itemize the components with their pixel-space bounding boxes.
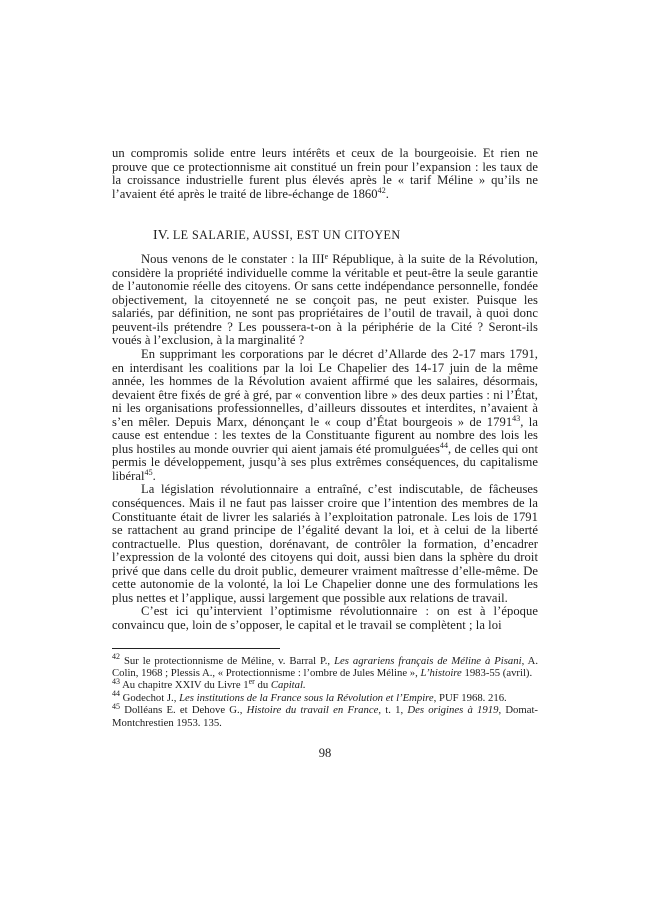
paragraph: La législation révolutionnaire a entraîné, c’est indiscutable, de fâcheuses conséquences. Mais il ne faut pas laisser croire que l’intention des membres de la Constituante était de livrer les salariés à l’exploitation patronale. Les lois de 1791 se rattachent au grand principe de l’égalité devant la loi, et à celui de la liberté contractuelle. Plus question, dorénavant, de contrôler la formation, d’encadrer l’expression de la volonté des citoyens qui doit, aussi bien dans la sphère du droit privé que dans celle du droit public, demeurer vraiment maîtresse d’elle-même. De cette autonomie de la volonté, la loi Le Chapelier donne une des formulations les plus nettes et l’applique, aussi largement que possible aux relations de travail.	[112, 482, 538, 605]
footnote	[112, 652, 538, 680]
section-title: LE SALARIE, AUSSI, EST UN CITOYEN	[172, 228, 401, 243]
section-numeral: IV.	[153, 227, 170, 243]
section-heading	[153, 227, 538, 243]
paragraph: Nous venons de le constater : la IIIe République, à la suite de la Révolution, considère la propriété individuelle comme la véritable et peut-être la seule garantie de l’autonomie réelle des citoyens. Or sans cette indépendance personnelle, fondée objectivement, la citoyenneté ne se conçoit pas, ne peut exister. Puisque les salariés, par définition, ne sont pas propriétaires de l’outil de travail, à quoi donc peuvent-ils prétendre ? Les poussera-t-on à la périphérie de la Cité ? Seront-ils voués à l’exclusion, à la marginalité ?	[112, 251, 538, 348]
footnote-text: Dolléans E. et Dehove G., Histoire du travail en France, t. 1, Des origines à 1919, Domat-Montchrestien 1953. 135.	[112, 704, 538, 729]
footnote-text: Sur le protectionnisme de Méline, v. Barral P., Les agrariens français de Méline à Pisani, A. Colin, 1968 ; Plessis A., « Protectionnisme : l’ombre de Jules Méline », L’histoire 1983-55 (avril).	[112, 654, 538, 679]
footnote	[112, 689, 538, 704]
footnote-marker: 43	[112, 676, 120, 686]
footnote-marker: 45	[112, 701, 120, 711]
footnote-text: Au chapitre XXIV du Livre 1er du Capital.	[120, 676, 306, 692]
footnote	[112, 676, 538, 692]
footnote-marker: 44	[112, 689, 120, 699]
footnotes-block	[112, 652, 538, 729]
paragraph: En supprimant les corporations par le décret d’Allarde des 2-17 mars 1791, en interdisant les coalitions par la loi Le Chapelier des 14-17 juin de la même année, les hommes de la Révolution avaient affirmé que les salaires, désormais, devaient être fixés de gré à gré, par « convention libre » des deux parties : ni l’État, ni les organisations professionnelles, d’ailleurs dissoutes et interdites, n’avaient à s’en mêler. Depuis Marx, dénonçant le « coup d’État bourgeois » de 1791$^{43}$, la cause est entendue : les textes de la Constituante figurent au nombre des lois les plus hostiles au monde ouvrier qui aient jamais été promulguées$^{44}$, de celles qui ont permis le développement, jusqu’à ses plus extrêmes conséquences, du capitalisme libéral$^{45}$.	[112, 347, 538, 483]
paragraph: C’est ici qu’intervient l’optimisme révolutionnaire : on est à l’époque convaincu que, loin de s’opposer, le capital et le travail se complètent ; la loi	[112, 604, 538, 632]
footnote-marker: 42	[112, 652, 120, 661]
footnote-separator	[112, 648, 280, 649]
paragraph-continuation: un compromis solide entre leurs intérêts et ceux de la bourgeoisie. Et rien ne prouve que ce protectionnisme ait constitué un frein pour l’expansion : les taux de la croissance industrielle furent plus élevés après le « tarif Méline » qu’ils ne l’avaient été après le traité de libre-échange de 1860$^{42}$.	[112, 146, 538, 201]
page-number: 98	[318, 745, 332, 760]
footnote-text: Godechot J., Les institutions de la France sous la Révolution et l’Empire, PUF 1968. 216.	[120, 691, 507, 704]
text-block	[112, 147, 538, 761]
footnote	[112, 701, 538, 729]
